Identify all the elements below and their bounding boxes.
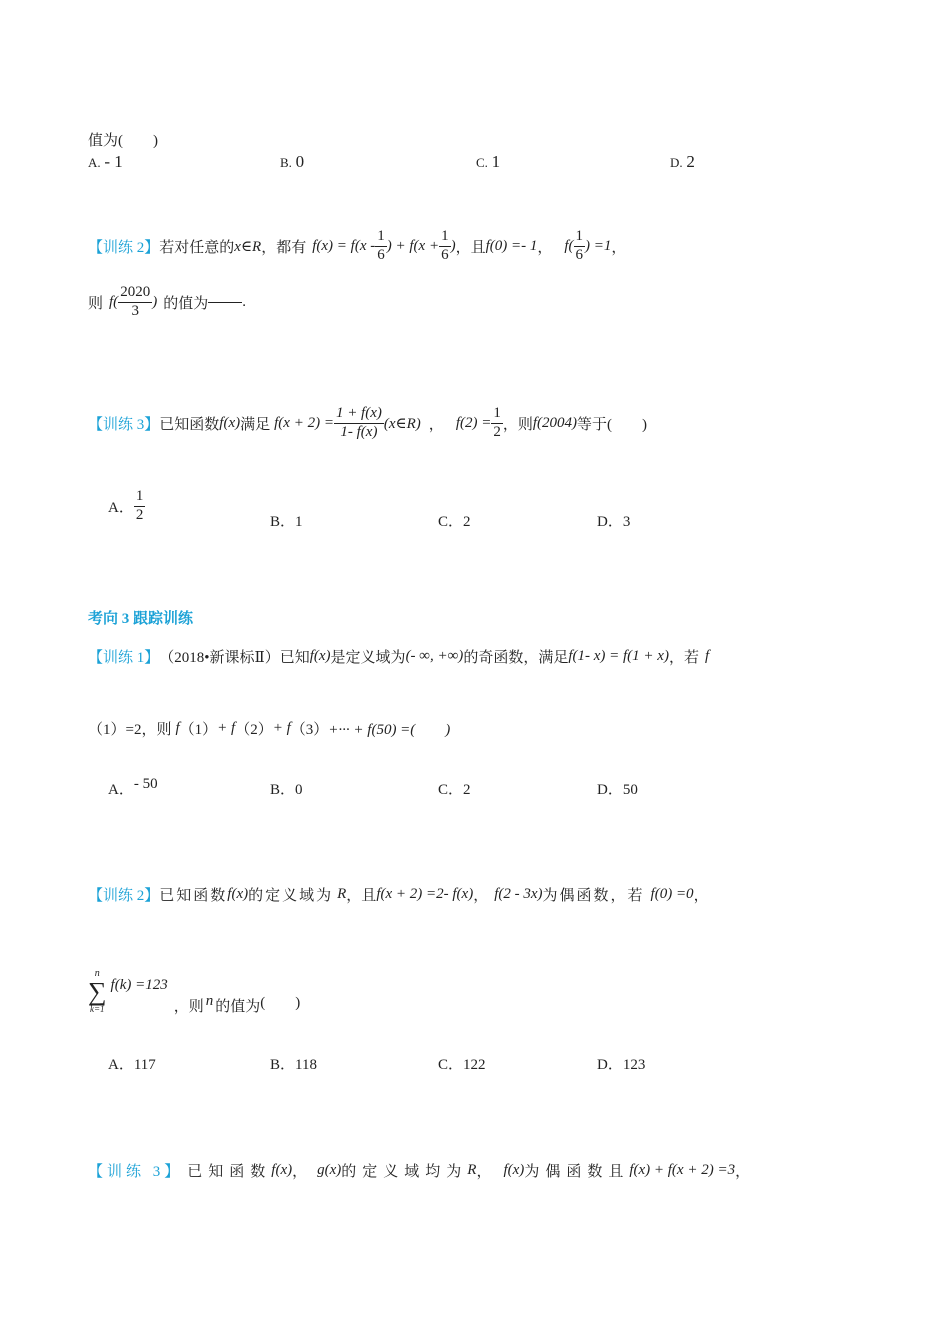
track1-dom: (- ∞, +∞): [405, 647, 464, 664]
track2-eq3: f(0) =0: [650, 885, 694, 902]
train2a-eq-mid: ) + f(x +: [386, 237, 440, 254]
track3-text5: 为偶函数且: [524, 1163, 630, 1180]
train2a-f0: f(0) =- 1: [485, 237, 538, 254]
track2-line1: [88, 878, 709, 910]
track1-text2: 是定义域为: [330, 649, 406, 666]
train3a-option-a: A． $\frac{1}{2}$: [108, 488, 144, 523]
track2-sum-body: f(k) =123: [110, 976, 168, 993]
train2a-line1: [88, 226, 626, 266]
track3-line1: [88, 1154, 750, 1186]
track3-text1: 已知函数: [187, 1163, 272, 1180]
train3a-f2: f(2) =: [455, 414, 492, 431]
track1-plus-f2: + f: [272, 719, 291, 736]
track1-option-d: D．50: [597, 782, 638, 798]
track3-fx: f(x): [271, 1161, 293, 1178]
train2a-frac-3: $\frac{1}{6}$: [575, 228, 584, 263]
track1-line1: [88, 640, 709, 672]
track2-eq2: f(2 - 3x): [494, 885, 543, 902]
train2a-text7: .: [242, 293, 246, 310]
track3-text2: ，: [292, 1163, 308, 1180]
track2-r: R: [337, 885, 347, 902]
train3a-frac: $\frac{1 + f(x)}{1- f(x)}$: [335, 405, 382, 440]
track2-text4: ，: [473, 887, 489, 904]
track2-fx: f(x): [227, 885, 249, 902]
train2a-text4: ，: [537, 239, 553, 256]
track3-tag: 【训练 3】: [88, 1163, 184, 1180]
track2-option-b: B．118: [270, 1057, 317, 1073]
train2a-text6: 的值为: [163, 295, 209, 312]
track1-f: f: [704, 647, 710, 664]
track1-option-a: A．- 50: [108, 776, 158, 798]
track2-sum: [88, 969, 107, 1014]
train2a-frac-2020: $\frac{2020}{3}$: [120, 284, 151, 319]
train2a-f2020-post: ): [152, 293, 158, 310]
train3a-text5: 等于: [577, 416, 608, 433]
train3a-tag: 【训练 3】: [88, 416, 160, 433]
train3a-text1: 已知函数: [159, 416, 220, 433]
track2-eq1: f(x + 2) =2- f(x): [376, 885, 474, 902]
track1-line2-a: （1）=2，则: [88, 721, 172, 738]
track1-text4: ，若: [668, 649, 699, 666]
track1-eq: f(1- x) = f(1 + x): [568, 647, 669, 664]
track2-paren: ( ): [260, 994, 301, 1011]
track2-tag: 【训练 2】: [88, 887, 160, 904]
q0-option-d: D. 2: [670, 152, 695, 171]
train3a-option-b: B．1: [270, 514, 303, 530]
train2a-frac-2: $\frac{1}{6}$: [441, 228, 449, 263]
track1-plus-f: + f: [217, 719, 236, 736]
train2a-f16-post: ) =1: [585, 237, 612, 254]
track1-p2: （2）: [235, 721, 273, 738]
track3-fx2: f(x): [503, 1161, 525, 1178]
train3a-lhs: f(x + 2) =: [274, 414, 334, 431]
train3a-text4: ，则: [502, 416, 533, 433]
track2-line2: [88, 966, 300, 1016]
train3a-option-d: D．3: [597, 514, 631, 530]
track1-fx: f(x): [309, 647, 331, 664]
train2a-tag: 【训练 2】: [88, 239, 160, 256]
track2-text1: 已知函数: [159, 887, 228, 904]
track3-text6: ，: [735, 1163, 751, 1180]
track3-eq: f(x) + f(x + 2) =3: [629, 1161, 736, 1178]
train3a-option-a-frac: $\frac{1}{2}$: [135, 488, 144, 523]
track1-tail: +··· + f(50) =( ): [328, 721, 451, 738]
track2-text3: ，且: [346, 887, 377, 904]
train2a-line2: [88, 282, 246, 322]
track3-gx: g(x): [317, 1161, 342, 1178]
track3-r: R: [467, 1161, 477, 1178]
train2a-f16-pre: f(: [564, 237, 574, 254]
track1-text1: （2018•新课标Ⅱ）已知: [159, 649, 310, 666]
train2a-text3: ，且: [455, 239, 486, 256]
track2-text7: ，则: [173, 998, 204, 1015]
answer-blank[interactable]: [208, 302, 242, 303]
track3-text4: ，: [476, 1163, 492, 1180]
q0-stem-tail: 值为( ): [88, 133, 158, 149]
train3a-f2004: f(2004): [532, 414, 578, 431]
track2-n: n: [205, 992, 214, 1009]
track1-fa: f: [175, 719, 180, 736]
train3a-text3: ，: [428, 416, 444, 433]
q0-option-a: A. - 1: [88, 152, 123, 171]
track1-line2: [88, 712, 450, 744]
track1-p3: （3）: [290, 721, 329, 738]
track3-text3: 的定义域均为: [341, 1163, 468, 1180]
track1-p1: （1）: [179, 721, 218, 738]
train2a-text5: ，: [611, 239, 627, 256]
train3a-text2: 满足: [240, 416, 271, 433]
train3a-fx: f(x): [219, 414, 241, 431]
train3a-paren: ( ): [607, 416, 648, 433]
section-title: 考向 3 跟踪训练: [88, 611, 194, 627]
track2-sum-top: n: [94, 967, 100, 979]
track2-option-a: A．117: [108, 1057, 156, 1073]
track2-option-d: D．123: [597, 1057, 646, 1073]
train3a-option-c: C．2: [438, 514, 471, 530]
track2-sum-bot: k=1: [89, 1003, 105, 1014]
q0-option-b: B. 0: [280, 152, 305, 171]
track2-text6: ，: [693, 887, 709, 904]
train3a-dom: (x∈R): [383, 415, 421, 432]
track1-option-c: C．2: [438, 782, 471, 798]
q0-option-c: C. 1: [476, 152, 501, 171]
track2-text2: 的定义域为: [248, 887, 334, 904]
train2a-f2020-pre: f(: [109, 293, 119, 310]
track1-text3: 的奇函数，满足: [463, 649, 569, 666]
train2a-cond: x∈R: [234, 238, 262, 255]
train2a-frac-1: $\frac{1}{6}$: [377, 228, 385, 263]
train2a-eq-lhs: f(x) = f(x -: [312, 237, 376, 254]
train2a-text: 若对任意的: [159, 239, 235, 256]
track2-option-c: C．122: [438, 1057, 486, 1073]
track2-text5: 为偶函数，若: [542, 887, 645, 904]
train2a-eq-end: ): [450, 237, 456, 254]
train2a-ze: 则: [88, 295, 104, 312]
sum-symbol-icon: ∑: [88, 976, 107, 1006]
train3a-half: $\frac{1}{2}$: [493, 405, 501, 440]
train3a-line: [88, 400, 647, 446]
track1-option-b: B．0: [270, 782, 303, 798]
train2a-text2: ，都有: [261, 239, 307, 256]
track2-text8: 的值为: [215, 998, 261, 1015]
track1-tag: 【训练 1】: [88, 649, 160, 666]
